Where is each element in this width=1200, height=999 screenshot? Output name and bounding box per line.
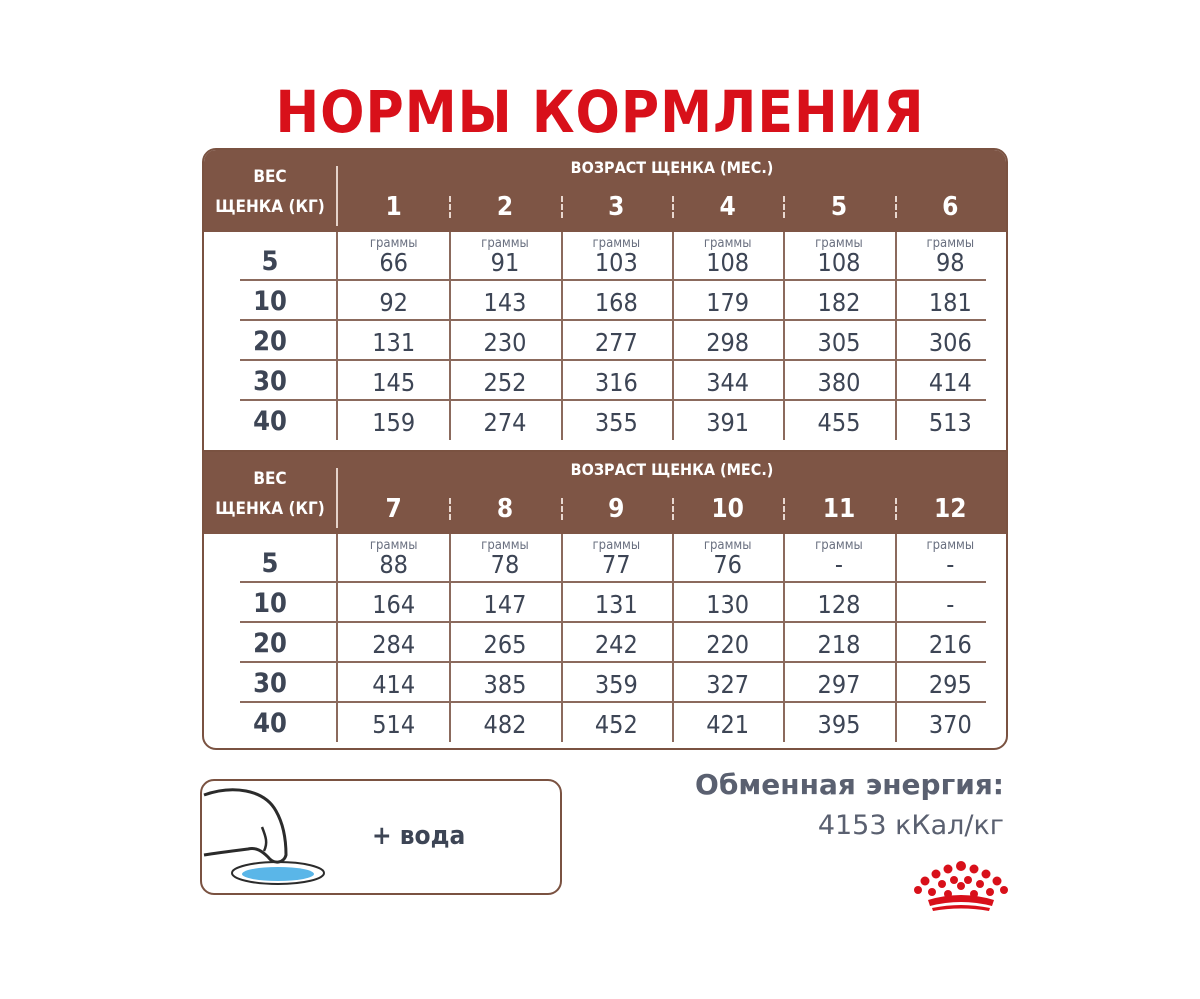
weight-header-line: ВЕС [253, 167, 287, 187]
value-cell [672, 534, 783, 582]
grams-value: 452 [594, 710, 638, 739]
value-cell [895, 400, 1006, 440]
value-cell [449, 400, 560, 440]
table-body [204, 232, 1006, 450]
grams-value: 216 [928, 630, 972, 659]
month-header: 7 [385, 494, 402, 524]
weight-cell: 20 [253, 628, 287, 659]
table-row [204, 232, 1006, 280]
value-cell [672, 400, 783, 440]
month-header: 12 [895, 488, 1006, 530]
grams-value: 414 [928, 368, 972, 397]
grams-value: 108 [706, 248, 750, 277]
value-cell [895, 622, 1006, 662]
value-cell [561, 232, 672, 280]
grams-value: 179 [706, 288, 750, 317]
value-cell [561, 360, 672, 400]
table-header [204, 452, 1006, 534]
grams-value: 168 [594, 288, 638, 317]
grams-value: 147 [483, 590, 527, 619]
unit-label: граммы [592, 538, 641, 553]
grams-value: 355 [594, 408, 638, 437]
table-row [204, 622, 1006, 662]
page-title: НОРМЫ КОРМЛЕНИЯ [275, 78, 925, 146]
grams-value: 344 [706, 368, 750, 397]
grams-value: 108 [817, 248, 861, 277]
value-cell [672, 622, 783, 662]
grams-value: 145 [372, 368, 416, 397]
grams-value: 277 [594, 328, 638, 357]
grams-value: 164 [372, 590, 416, 619]
value-cell [895, 280, 1006, 320]
value-cell [895, 320, 1006, 360]
table-row [204, 320, 1006, 360]
month-header: 6 [895, 186, 1006, 228]
month-header-row [338, 488, 1006, 530]
water-label: + вода [372, 821, 466, 851]
grams-value: 421 [706, 710, 750, 739]
grams-value: 391 [706, 408, 750, 437]
unit-label: граммы [926, 236, 975, 251]
weight-cell: 10 [253, 588, 287, 619]
grams-value: 295 [928, 670, 972, 699]
grams-value: 242 [594, 630, 638, 659]
table-body [204, 534, 1006, 748]
grams-value: 230 [483, 328, 527, 357]
value-cell [449, 622, 560, 662]
grams-value: 220 [706, 630, 750, 659]
value-cell [561, 320, 672, 360]
value-cell [783, 582, 894, 622]
weight-cell: 30 [253, 366, 287, 397]
grams-value: 103 [594, 248, 638, 277]
value-cell [338, 662, 449, 702]
grams-value: 482 [483, 710, 527, 739]
weight-cell: 5 [261, 548, 279, 579]
weight-cell: 20 [253, 326, 287, 357]
value-cell [783, 622, 894, 662]
value-cell [783, 232, 894, 280]
value-cell [895, 582, 1006, 622]
unit-label: граммы [703, 236, 752, 251]
grams-value: 159 [372, 408, 416, 437]
value-cell [672, 702, 783, 742]
weight-header-line: ЩЕНКА (КГ) [215, 197, 325, 217]
grams-value: 143 [483, 288, 527, 317]
grams-value: - [834, 550, 844, 579]
weight-cell: 40 [253, 708, 287, 739]
grams-value: 455 [817, 408, 861, 437]
table-row [204, 702, 1006, 742]
energy-value: 4153 кКал/кг [817, 810, 1004, 841]
water-box [200, 779, 562, 895]
unit-label: граммы [926, 538, 975, 553]
value-cell [561, 702, 672, 742]
value-cell [449, 280, 560, 320]
grams-value: - [946, 550, 955, 579]
grams-value: 395 [817, 710, 861, 739]
feeding-table-7-12-months [202, 450, 1008, 750]
weight-cell: 40 [253, 406, 287, 437]
grams-value: 359 [594, 670, 638, 699]
unit-label: граммы [369, 236, 418, 251]
unit-label: граммы [369, 538, 418, 553]
grams-value: 284 [372, 630, 416, 659]
value-cell [895, 534, 1006, 582]
grams-value: 76 [713, 550, 742, 579]
value-cell [338, 232, 449, 280]
unit-label: граммы [703, 538, 752, 553]
weight-header-line: ЩЕНКА (КГ) [215, 499, 325, 519]
month-header: 2 [449, 186, 560, 228]
value-cell [338, 400, 449, 440]
value-cell [672, 662, 783, 702]
value-cell [672, 360, 783, 400]
grams-value: 92 [379, 288, 408, 317]
feeding-table-1-6-months [202, 148, 1008, 452]
table-row [204, 662, 1006, 702]
table-row [204, 280, 1006, 320]
value-cell [783, 280, 894, 320]
grams-value: 414 [372, 670, 416, 699]
value-cell [561, 400, 672, 440]
grams-value: 274 [483, 408, 527, 437]
weight-cell: 5 [261, 246, 279, 277]
value-cell [561, 622, 672, 662]
value-cell [338, 360, 449, 400]
value-cell [783, 400, 894, 440]
royal-crown-logo-icon [914, 860, 1008, 912]
grams-value: 88 [379, 550, 408, 579]
value-cell [449, 360, 560, 400]
grams-value: 78 [490, 550, 520, 579]
value-cell [895, 702, 1006, 742]
value-cell [672, 320, 783, 360]
month-header: 10 [672, 488, 783, 530]
value-cell [449, 320, 560, 360]
grams-value: 514 [372, 710, 416, 739]
table-header [204, 150, 1006, 232]
grams-value: 252 [483, 368, 527, 397]
month-header: 9 [561, 488, 672, 530]
grams-value: 77 [602, 550, 631, 579]
month-header: 4 [672, 186, 783, 228]
weight-column-header [204, 162, 336, 222]
month-header: 11 [783, 488, 894, 530]
value-cell [449, 662, 560, 702]
grams-value: 316 [594, 368, 638, 397]
grams-value: 385 [483, 670, 527, 699]
unit-label: граммы [592, 236, 641, 251]
grams-value: 327 [706, 670, 750, 699]
value-cell [895, 662, 1006, 702]
weight-cell: 30 [253, 668, 287, 699]
month-header: 8 [449, 488, 560, 530]
grams-value: 181 [928, 288, 972, 317]
value-cell [449, 232, 560, 280]
grams-value: 305 [817, 328, 861, 357]
value-cell [672, 582, 783, 622]
value-cell [449, 582, 560, 622]
value-cell [338, 582, 449, 622]
value-cell [561, 662, 672, 702]
unit-label: граммы [815, 236, 863, 251]
value-cell [561, 534, 672, 582]
value-cell [783, 320, 894, 360]
value-cell [561, 582, 672, 622]
month-header: 3 [561, 186, 672, 228]
grams-value: 98 [935, 248, 965, 277]
weight-header-line: ВЕС [253, 469, 287, 489]
value-cell [338, 622, 449, 662]
table-row [204, 400, 1006, 440]
value-cell [783, 662, 894, 702]
month-header: 1 [385, 192, 402, 222]
grams-value: 306 [928, 328, 972, 357]
value-cell [895, 232, 1006, 280]
value-cell [338, 280, 449, 320]
age-column-header: ВОЗРАСТ ЩЕНКА (МЕС.) [570, 158, 774, 177]
weight-cell: 10 [253, 286, 287, 317]
value-cell [672, 280, 783, 320]
value-cell [895, 360, 1006, 400]
grams-value: 91 [490, 248, 520, 277]
grams-value: - [946, 590, 955, 619]
month-header: 5 [783, 186, 894, 228]
grams-value: 370 [928, 710, 972, 739]
value-cell [338, 320, 449, 360]
value-cell [783, 702, 894, 742]
grams-value: 298 [706, 328, 750, 357]
month-header-row [338, 186, 1006, 228]
unit-label: граммы [481, 538, 529, 553]
value-cell [338, 534, 449, 582]
grams-value: 131 [594, 590, 638, 619]
grams-value: 131 [372, 328, 416, 357]
value-cell [783, 534, 894, 582]
unit-label: граммы [815, 538, 863, 553]
grams-value: 66 [379, 248, 408, 277]
grams-value: 182 [817, 288, 861, 317]
energy-label: Обменная энергия: [695, 768, 1004, 801]
weight-column-header [204, 464, 336, 524]
grams-value: 297 [817, 670, 861, 699]
value-cell [449, 534, 560, 582]
dog-drinking-water-icon [202, 781, 342, 893]
value-cell [783, 360, 894, 400]
grams-value: 380 [817, 368, 861, 397]
grams-value: 128 [817, 590, 861, 619]
unit-label: граммы [481, 236, 529, 251]
table-row [204, 534, 1006, 582]
table-row [204, 582, 1006, 622]
value-cell [449, 702, 560, 742]
grams-value: 513 [928, 408, 972, 437]
grams-value: 265 [483, 630, 527, 659]
table-row [204, 360, 1006, 400]
value-cell [561, 280, 672, 320]
value-cell [672, 232, 783, 280]
value-cell [338, 702, 449, 742]
grams-value: 130 [706, 590, 750, 619]
age-column-header: ВОЗРАСТ ЩЕНКА (МЕС.) [570, 460, 774, 479]
grams-value: 218 [817, 630, 861, 659]
